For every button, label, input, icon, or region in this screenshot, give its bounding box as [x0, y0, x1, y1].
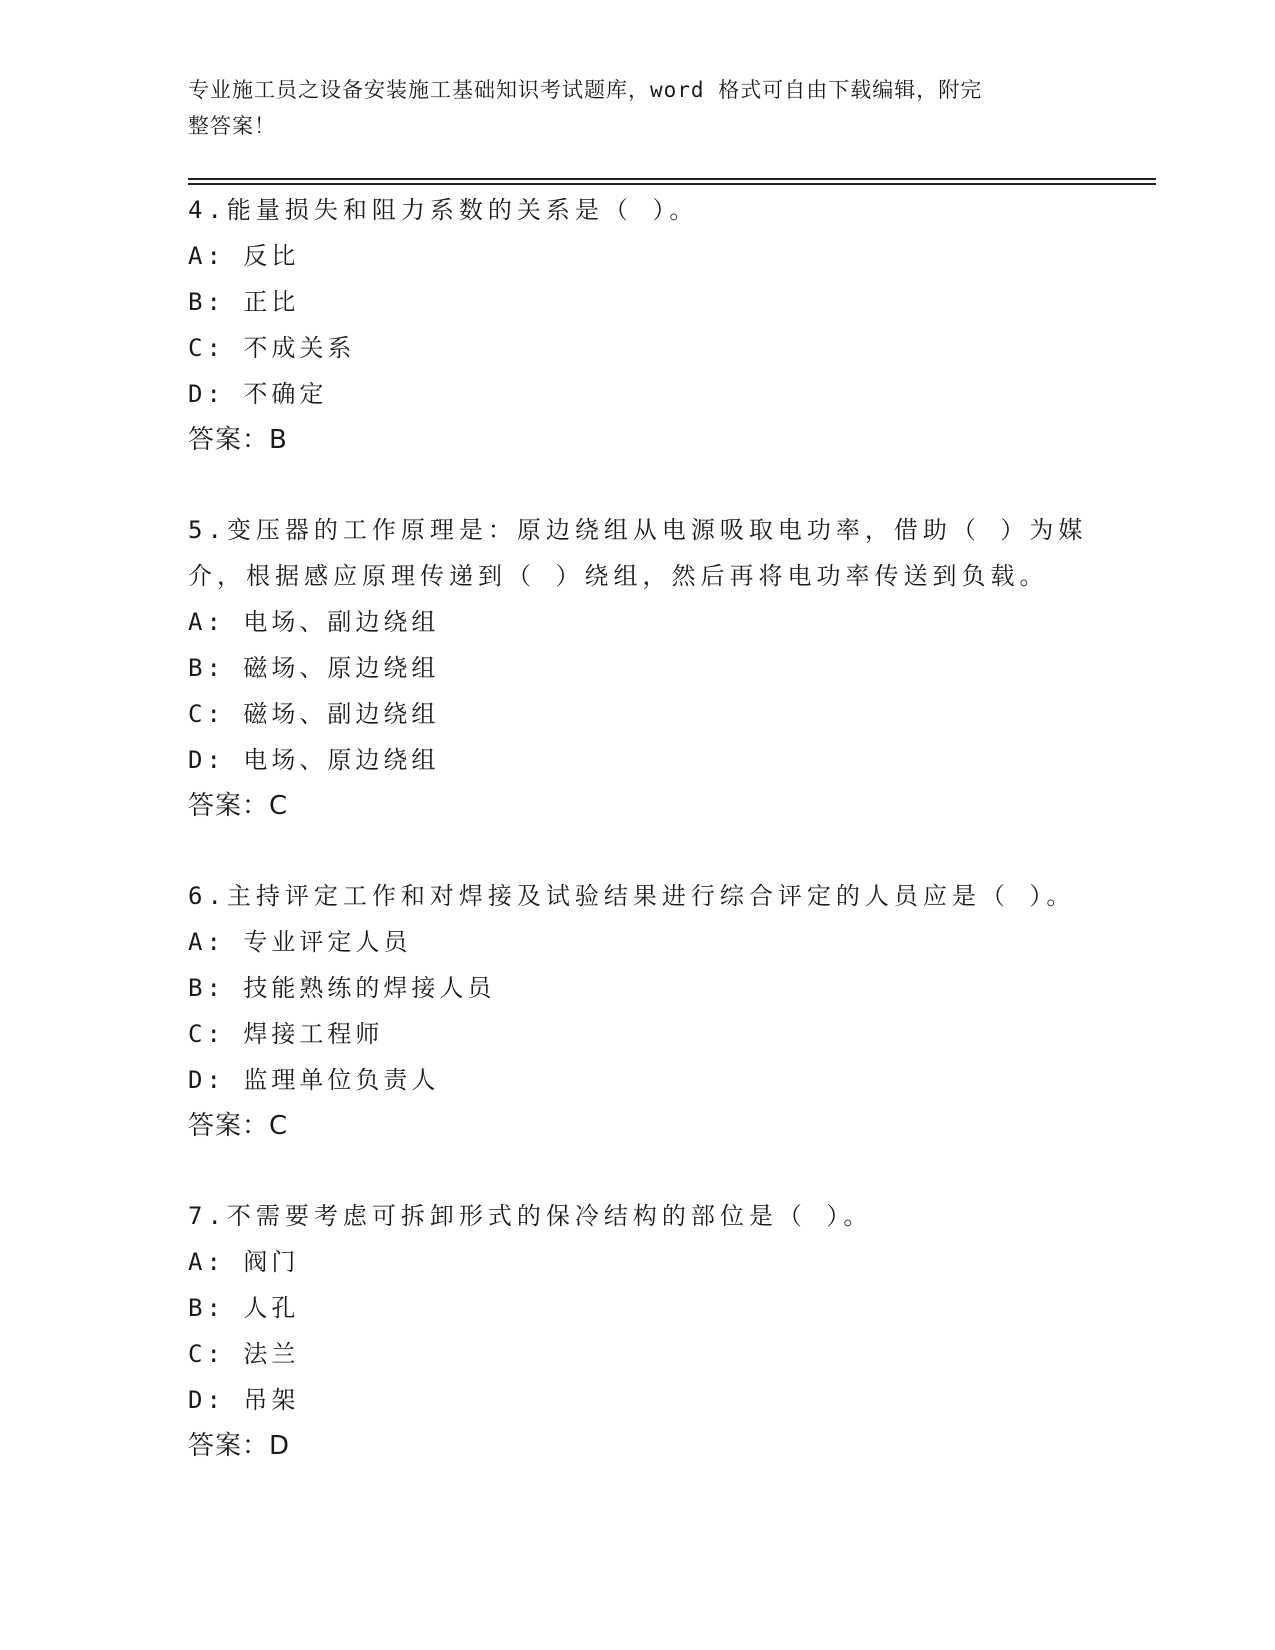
option-a: A: 反比 — [188, 242, 300, 270]
option-d: D: 不确定 — [188, 380, 328, 408]
answer: 答案：C — [188, 1111, 289, 1141]
option-b: B: 正比 — [188, 288, 300, 316]
header-divider-top — [188, 178, 1156, 180]
question-text-line-2: 介，根据感应原理传递到（ ）绕组，然后再将电功率传送到负载。 — [188, 562, 1049, 590]
option-c: C: 磁场、副边绕组 — [188, 700, 440, 728]
question-text: 6.主持评定工作和对焊接及试验结果进行综合评定的人员应是（ ）。 — [188, 882, 1076, 910]
option-d: D: 吊架 — [188, 1386, 300, 1414]
option-a: A: 专业评定人员 — [188, 928, 412, 956]
question-7 — [188, 1193, 1088, 1469]
header-title-line-2: 整答案！ — [188, 114, 276, 138]
option-b: B: 技能熟练的焊接人员 — [188, 974, 496, 1002]
answer: 答案：C — [188, 791, 289, 821]
question-text: 4.能量损失和阻力系数的关系是（ ）。 — [188, 196, 699, 224]
question-list — [188, 187, 1088, 1513]
option-c: C: 法兰 — [188, 1340, 300, 1368]
header-title-line-1: 专业施工员之设备安装施工基础知识考试题库，word 格式可自由下载编辑，附完 — [188, 78, 983, 102]
answer: 答案：B — [188, 425, 288, 455]
option-c: C: 不成关系 — [188, 334, 356, 362]
option-d: D: 电场、原边绕组 — [188, 746, 440, 774]
option-b: B: 人孔 — [188, 1294, 300, 1322]
header-divider-bottom — [188, 183, 1156, 185]
question-5 — [188, 507, 1088, 829]
document-header — [188, 72, 1088, 144]
question-6 — [188, 873, 1088, 1149]
option-c: C: 焊接工程师 — [188, 1020, 384, 1048]
option-d: D: 监理单位负责人 — [188, 1066, 440, 1094]
question-4 — [188, 187, 1088, 463]
question-text: 7.不需要考虑可拆卸形式的保冷结构的部位是（ ）。 — [188, 1202, 873, 1230]
option-a: A: 阀门 — [188, 1248, 300, 1276]
answer: 答案：D — [188, 1431, 291, 1461]
option-b: B: 磁场、原边绕组 — [188, 654, 440, 682]
option-a: A: 电场、副边绕组 — [188, 608, 440, 636]
question-text-line-1: 5.变压器的工作原理是：原边绕组从电源吸取电功率，借助（ ）为媒 — [188, 516, 1088, 544]
